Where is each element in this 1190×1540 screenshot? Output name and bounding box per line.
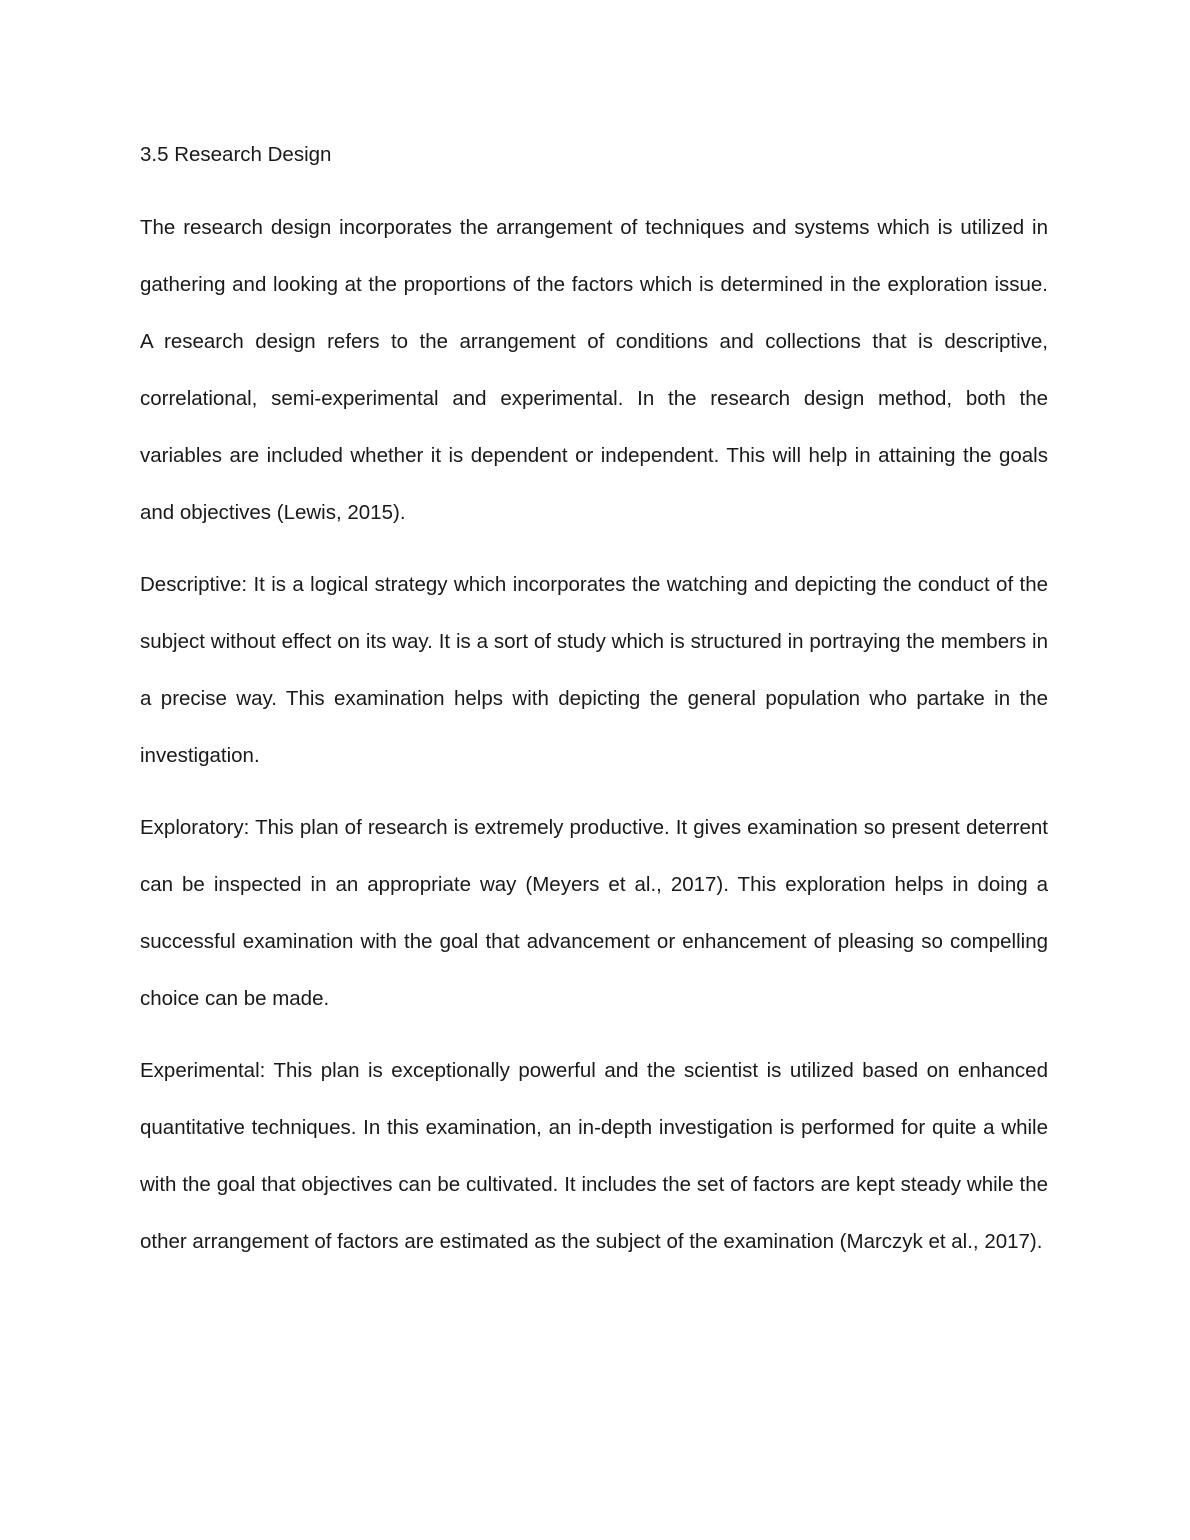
document-page xyxy=(140,140,1048,1270)
paragraph-experimental: Experimental: This plan is exceptionally powerful and the scientist is utilized based on enhanced quantitative techniques. In this examination, an in-depth investigation is performed for quite a while with the goal that objectives can be cultivated. It includes the set of factors are kept steady while the other arrangement of factors are estimated as the subject of the examination (Marczyk et al., 2017). xyxy=(140,1059,1048,1253)
paragraph-research-design: The research design incorporates the arrangement of techniques and systems which is utilized in gathering and looking at the proportions of the factors which is determined in the exploration issue. A research design refers to the arrangement of conditions and collections that is descriptive, correlational, semi-experimental and experimental. In the research design method, both the variables are included whether it is dependent or independent. This will help in attaining the goals and objectives (Lewis, 2015). xyxy=(140,216,1048,524)
section-heading: 3.5 Research Design xyxy=(140,143,332,166)
paragraph-exploratory: Exploratory: This plan of research is extremely productive. It gives examination so present deterrent can be inspected in an appropriate way (Meyers et al., 2017). This exploration helps in doing a successful examination with the goal that advancement or enhancement of pleasing so compelling choice can be made. xyxy=(140,816,1048,1010)
paragraph-descriptive: Descriptive: It is a logical strategy which incorporates the watching and depicting the conduct of the subject without effect on its way. It is a sort of study which is structured in portraying the members in a precise way. This examination helps with depicting the general population who partake in the investigation. xyxy=(140,573,1048,767)
